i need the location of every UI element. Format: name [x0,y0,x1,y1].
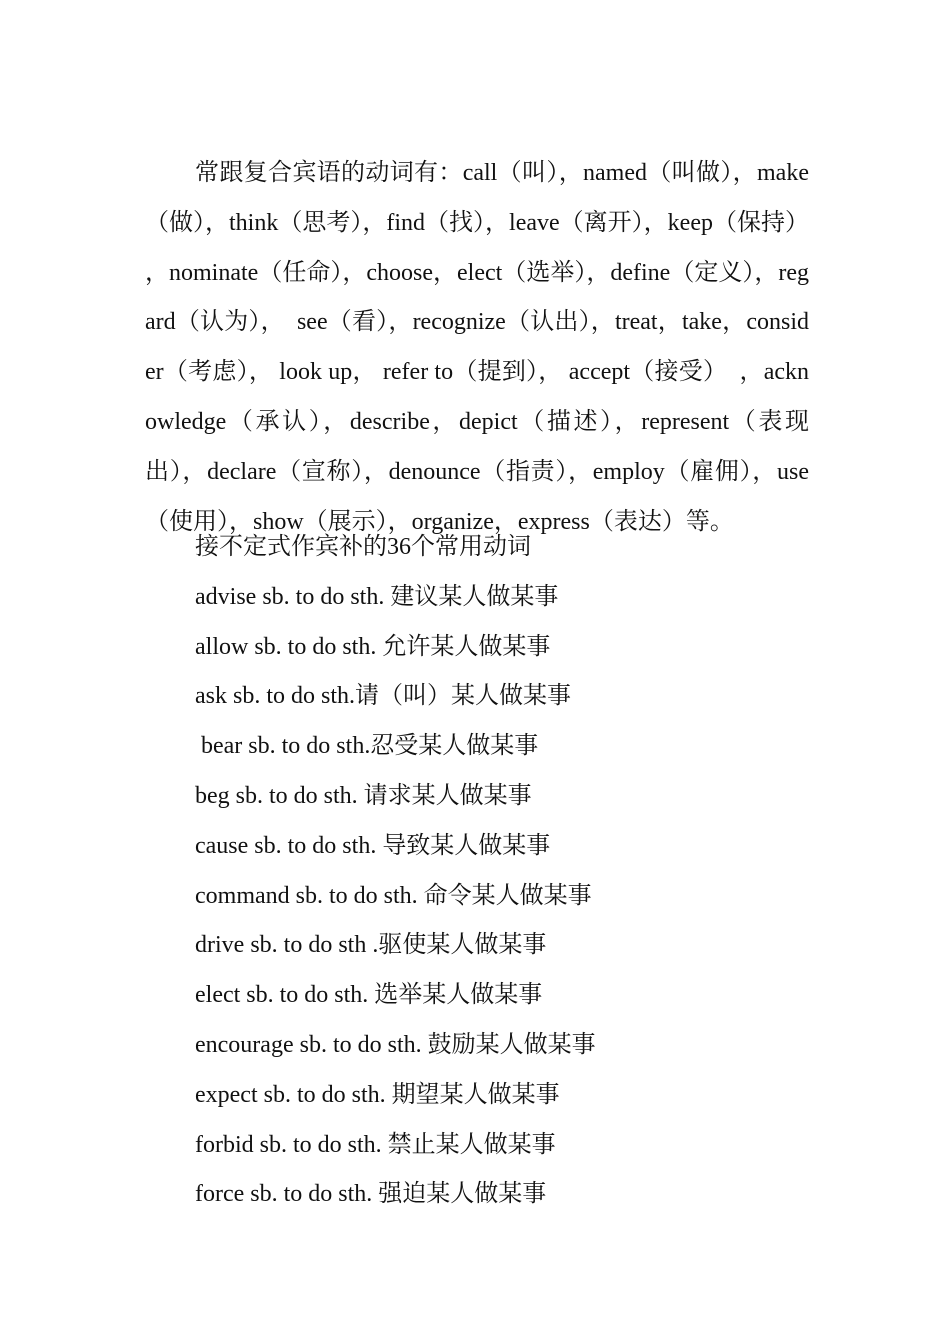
list-item: forbid sb. to do sth. 禁止某人做某事 [195,1131,556,1158]
list-item: expect sb. to do sth. 期望某人做某事 [195,1081,560,1108]
list-item: allow sb. to do sth. 允许某人做某事 [195,633,551,660]
list-item: encourage sb. to do sth. 鼓励某人做某事 [195,1031,596,1058]
list-item: bear sb. to do sth.忍受某人做某事 [195,733,539,760]
list-heading: 接不定式作宾补的36个常用动词 [195,534,531,560]
list-item: drive sb. to do sth .驱使某人做某事 [195,932,547,959]
list-item: force sb. to do sth. 强迫某人做某事 [195,1181,547,1208]
list-item: advise sb. to do sth. 建议某人做某事 [195,583,559,610]
list-item: command sb. to do sth. 命令某人做某事 [195,882,592,909]
intro-paragraph: 常跟复合宾语的动词有：call（叫），named（叫做），make（做），think（思考），find（找），leave（离开），keep（保持） ，nominate（任命），choose，elect（选举），define（定义），regard（认为）， see（看），recognize（认出），treat，take，consider（考虑）， look up， refer to（提到）， accept（接受） ，acknowledge（承认），describe，depict（描述），represent（表现出），declare（宣称），denounce（指责），employ（雇佣），use（使用），show（展示），organize，express（表达）等。 [145,160,809,535]
list-item: elect sb. to do sth. 选举某人做某事 [195,982,543,1009]
list-item: beg sb. to do sth. 请求某人做某事 [195,782,532,809]
verb-list [195,523,835,1220]
list-item: cause sb. to do sth. 导致某人做某事 [195,832,551,859]
list-item: ask sb. to do sth.请（叫）某人做某事 [195,683,572,710]
